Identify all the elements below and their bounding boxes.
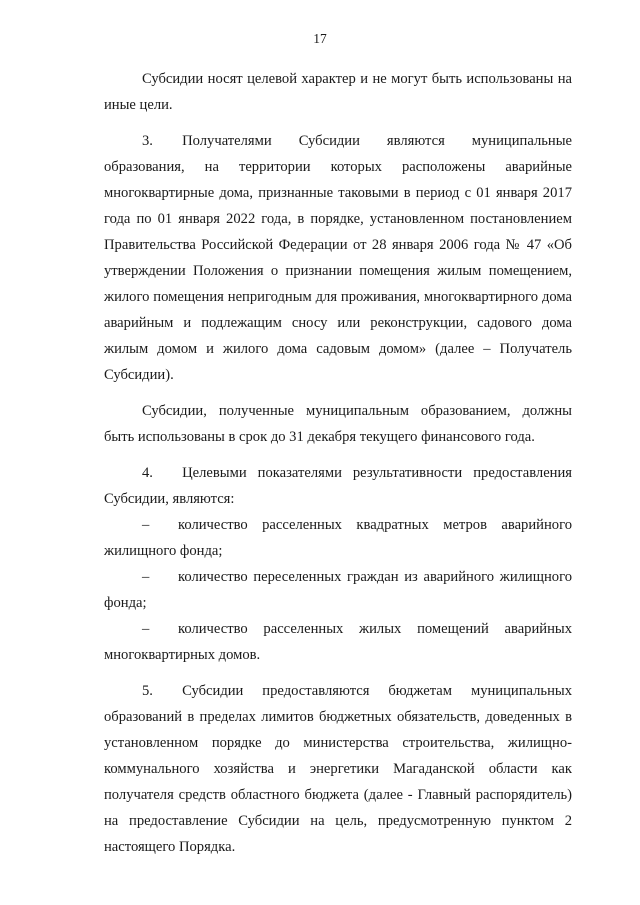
list-item-text: количество переселенных граждан из аварийного жилищного фонда; — [104, 569, 572, 611]
list-item — [104, 616, 572, 668]
paragraph-target-use: Субсидии носят целевой характер и не могут быть использованы на иные цели. — [104, 71, 572, 113]
list-dash: – — [142, 517, 150, 533]
paragraph-usage-deadline: Субсидии, полученные муниципальным образованием, должны быть использованы в срок до 31 декабря текущего финансового года. — [104, 403, 572, 445]
list-item — [104, 512, 572, 564]
list-item-text: количество расселенных жилых помещений аварийных многоквартирных домов. — [104, 621, 572, 663]
document-body — [104, 66, 572, 860]
page-number: 17 — [313, 31, 327, 46]
paragraph-item-3-recipients: 3. Получателями Субсидии являются муниципальные образования, на территории которых расположены аварийные многоквартирные дома, признанные таковыми в период с 01 января 2017 года по 01 января 2022 года, в порядке, установленном постановлением Правительства Российской Федерации от 28 января 2006 года № 47 «Об утверждении Положения о признании помещения жилым помещением, жилого помещения непригодным для проживания, многоквартирного дома аварийным и подлежащим сносу или реконструкции, садового дома жилым домом и жилого дома садовым домом» (далее – Получатель Субсидии). — [104, 133, 572, 383]
list-dash: – — [142, 621, 150, 637]
paragraph-item-5-budget-limits: 5. Субсидии предоставляются бюджетам муниципальных образований в пределах лимитов бюджетных обязательств, доведенных в установленном порядке до министерства строительства, жилищно-коммунального хозяйства и энергетики Магаданской области как получателя средств областного бюджета (далее - Главный распорядитель) на предоставление Субсидии на цель, предусмотренную пунктом 2 настоящего Порядка. — [104, 683, 572, 855]
list-dash: – — [142, 569, 150, 585]
paragraph-item-4-indicators: 4. Целевыми показателями результативности предоставления Субсидии, являются: — [104, 465, 572, 507]
list-item — [104, 564, 572, 616]
list-item-text: количество расселенных квадратных метров аварийного жилищного фонда; — [104, 517, 572, 559]
